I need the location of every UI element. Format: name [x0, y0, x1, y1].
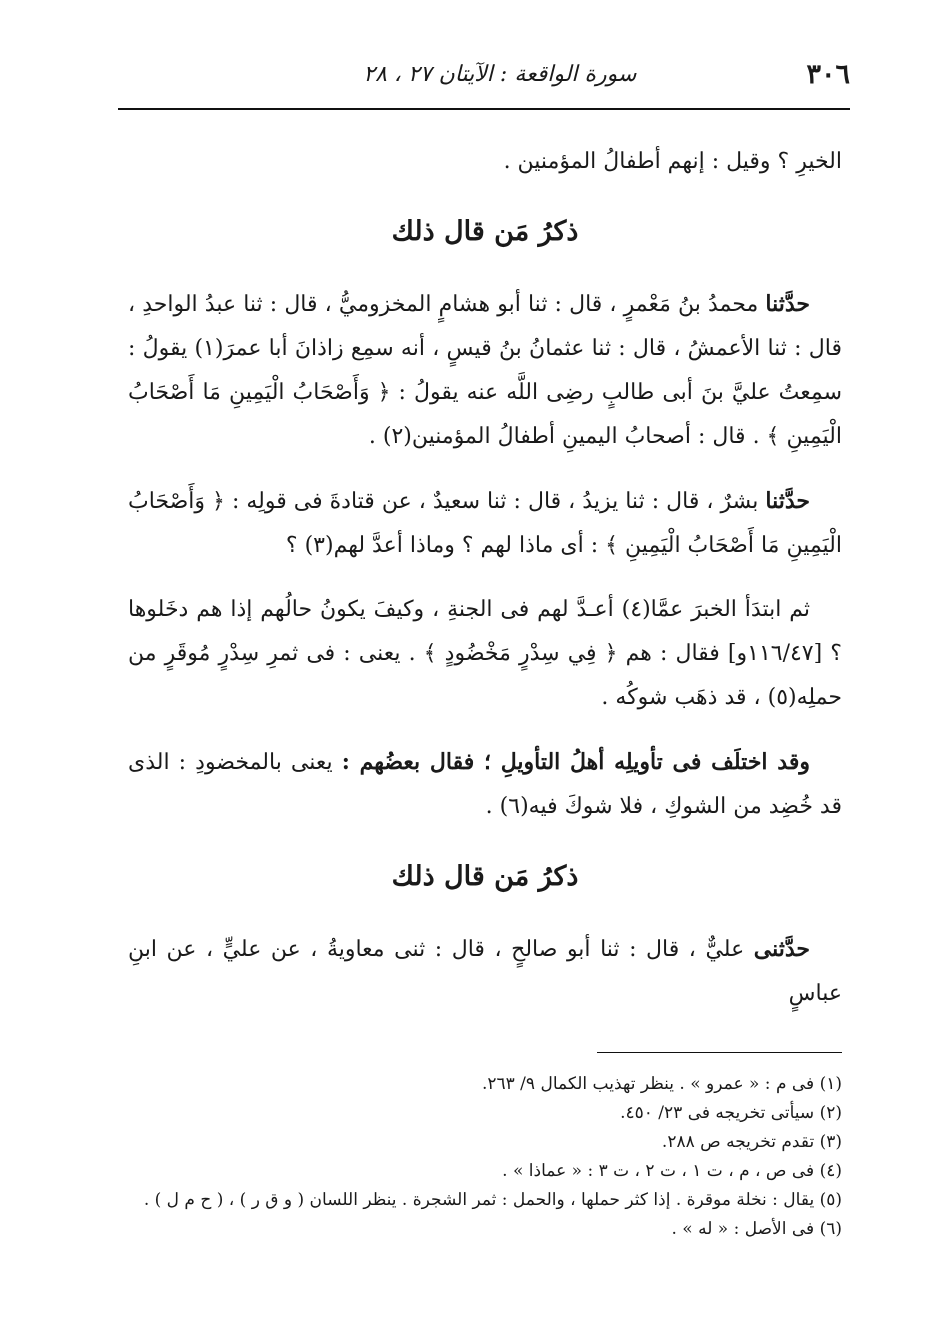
paragraph-text: بشرٌ ، قال : ثنا يزيدُ ، قال : ثنا سعيدٌ ، عن قتادةَ فى قولِه : ﴿ وَأَصْحَابُ الْيَمِينِ مَا أَصْحَابُ الْيَمِينِ ﴾ : أى ماذا لهم ؟ وماذا أعدَّ لهم(٣) ؟ — [128, 489, 842, 558]
paragraph — [128, 479, 842, 568]
paragraph: ثم ابتدَأ الخبرَ عمَّا(٤) أعـدَّ لهم فى الجنةِ ، وكيفَ يكونُ حالُهم إذا هم دخَلوها ؟ [١١٦/٤٧و] فقال : هم ﴿ فِي سِدْرٍ مَخْضُودٍ ﴾ . يعنى : فى ثمرِ سِدْرٍ مُوقَرٍ من حملِه(٥) ، قد ذهَب شوكُه . — [128, 597, 842, 710]
footnote-rule — [597, 1052, 842, 1053]
page-header — [118, 56, 850, 92]
section-heading: ذكرُ مَن قال ذلك — [391, 216, 579, 247]
paragraph-continuation: الخيرِ ؟ وقيل : إنهم أطفالُ المؤمنين . — [503, 149, 842, 174]
running-title: سورة الواقعة : الآيتان ٢٧ ، ٢٨ — [363, 61, 637, 87]
footnote: (٥) يقال : نخلة موقرة . إذا كثر حملها ، والحمل : ثمر الشجرة . ينظر اللسان ( و ق ر ) ، ( ح م ل ) . — [143, 1190, 842, 1210]
footnote: (٢) سيأتى تخريجه فى ٢٣/ ٤٥٠. — [620, 1103, 842, 1123]
footnote: (١) فى م : « عمرو » . ينظر تهذيب الكمال ٩/ ٢٦٣. — [481, 1074, 842, 1094]
header-rule — [118, 108, 850, 110]
footnotes — [90, 1070, 842, 1244]
footnote: (٦) فى الأصل : « له » . — [671, 1219, 842, 1239]
section-heading: ذكرُ مَن قال ذلك — [391, 861, 579, 892]
paragraph — [128, 282, 842, 459]
paragraph-lead: حدَّثنا — [765, 488, 810, 514]
paragraph-text: عليٌّ ، قال : ثنا أبو صالحٍ ، قال : ثنى معاويةُ ، عن عليٍّ ، عن ابنِ عباسٍ — [128, 937, 842, 1006]
paragraph — [128, 740, 842, 829]
page-number: ٣٠٦ — [806, 58, 850, 90]
paragraph-text: محمدُ بنُ مَعْمرٍ ، قال : ثنا أبو هشامٍ المخزوميُّ ، قال : ثنا عبدُ الواحدِ ، قال : ثنا الأعمشُ ، قال : ثنا عثمانُ بنُ قيسٍ ، أنه سمِع زاذانَ أبا عمرَ(١) يقولُ : سمِعتُ عليَّ بنَ أبى طالبٍ رضِى اللَّه عنه يقولُ : ﴿ وَأَصْحَابُ الْيَمِينِ مَا أَصْحَابُ الْيَمِينِ ﴾ . قال : أصحابُ اليمينِ أطفالُ المؤمنين(٢) . — [128, 292, 842, 449]
paragraph-text: يعنى بالمخضودِ : الذى قد خُضِد من الشوكِ ، فلا شوكَ فيه(٦) . — [128, 750, 842, 819]
footnote: (٤) فى ص ، م ، ت ١ ، ت ٢ ، ت ٣ : « عماذا » . — [502, 1161, 842, 1181]
paragraph — [128, 927, 842, 1016]
paragraph-lead: حدَّثنا — [765, 291, 810, 317]
footnote: (٣) تقدم تخريجه ص ٢٨٨. — [661, 1132, 842, 1152]
main-text — [128, 140, 842, 1036]
paragraph-lead: وقد اختلَف فى تأويلِه أهلُ التأويلِ ؛ فقال بعضُهم : — [341, 749, 810, 775]
paragraph-lead: حدَّثنى — [753, 936, 810, 962]
